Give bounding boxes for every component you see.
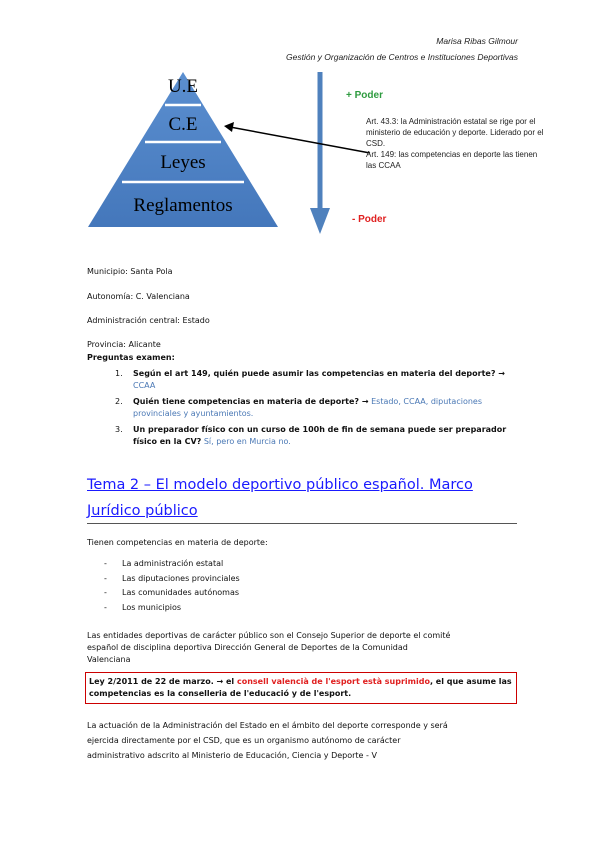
section-title	[87, 472, 517, 524]
actuacion-paragraph	[87, 718, 527, 763]
list-item-text: Los municipios	[122, 602, 182, 612]
question-text: Quién tiene competencias en materia de deporte? →	[133, 397, 369, 406]
note-line: CSD.	[366, 139, 386, 148]
questions-heading: Preguntas examen:	[87, 353, 175, 362]
title-divider	[87, 523, 517, 524]
question-answer: CCAA	[133, 381, 156, 390]
pointer-arrow	[222, 120, 372, 160]
entidades-paragraph	[87, 630, 527, 666]
list-marker: -	[104, 559, 107, 568]
header-author: Marisa Ribas Gilmour	[436, 36, 518, 46]
paragraph-line: español de disciplina deportiva Dirección General de Deportes de la Comunidad	[87, 643, 408, 652]
note-line: las CCAA	[366, 161, 401, 170]
less-power-label: - Poder	[352, 214, 387, 225]
ley-red-text: consell valencià de l'esport està suprimido	[236, 677, 430, 686]
articles-note	[366, 116, 576, 171]
competencias-list	[104, 557, 404, 615]
ley-text: , el que asume las	[429, 677, 512, 686]
info-autonomia: Autonomía: C. Valenciana	[87, 292, 190, 301]
pyramid-level-reglamentos: Reglamentos	[133, 195, 233, 216]
more-power-label: + Poder	[346, 90, 383, 101]
note-line: ministerio de educación y deporte. Liderado por el	[366, 128, 544, 137]
question-number: 3.	[115, 425, 123, 434]
pyramid-level-ue: U.E	[167, 76, 199, 97]
paragraph-line: Valenciana	[87, 655, 131, 664]
info-provincia: Provincia: Alicante	[87, 340, 161, 349]
question-number: 1.	[115, 369, 123, 378]
note-line: Art. 149: las competencias en deporte las tienen	[366, 150, 538, 159]
list-marker: -	[104, 602, 107, 612]
list-marker: -	[104, 588, 107, 597]
pyramid-level-leyes: Leyes	[160, 152, 206, 173]
paragraph-line: administrativo adscrito al Ministerio de Educación, Ciencia y Deporte - V	[87, 751, 377, 760]
pyramid-level-ce: C.E	[168, 114, 198, 135]
competencias-heading: Tienen competencias en materia de deporte:	[87, 538, 268, 547]
question-number: 2.	[115, 397, 123, 406]
question-text: Un preparador físico con un curso de 100h de fin de semana puede ser preparador físico en la CV?	[133, 425, 507, 446]
list-item	[104, 572, 404, 587]
ley-line: competencias es la conselleria de l'educació y de l'esport.	[89, 689, 352, 698]
info-admin: Administración central: Estado	[87, 316, 210, 325]
paragraph-line: ejercida directamente por el CSD, que es un organismo autónomo de carácter	[87, 736, 401, 745]
list-item-text: Las comunidades autónomas	[122, 588, 240, 597]
list-item	[104, 586, 404, 601]
question-answer: Sí, pero en Murcia no.	[203, 437, 291, 446]
question-item	[115, 396, 510, 420]
question-text: Según el art 149, quién puede asumir las competencias en materia del deporte? →	[133, 369, 505, 378]
list-marker: -	[104, 573, 107, 583]
info-municipio: Municipio: Santa Pola	[87, 267, 173, 276]
ley-line	[89, 676, 513, 688]
section-title-line: Tema 2 – El modelo deportivo público español. Marco	[87, 477, 473, 493]
question-item	[115, 424, 510, 448]
paragraph-line: Las entidades deportivas de carácter público son el Consejo Superior de deporte el comité	[87, 631, 451, 640]
question-item	[115, 368, 510, 392]
list-item-text: Las diputaciones provinciales	[122, 573, 240, 583]
note-line: Art. 43.3: la Administración estatal se rige por el	[366, 117, 536, 126]
section-title-line: Jurídico público	[87, 503, 198, 519]
questions-list	[115, 368, 510, 452]
ley-text: Ley 2/2011 de 22 de marzo. → el	[89, 677, 235, 686]
list-item-text: La administración estatal	[122, 559, 224, 568]
header-subtitle: Gestión y Organización de Centros e Instituciones Deportivas	[286, 52, 518, 62]
list-item	[104, 601, 404, 616]
list-item	[104, 557, 404, 572]
ley-highlight-box	[85, 672, 517, 704]
question-answer: Estado, CCAA, diputaciones provinciales y ayuntamientos.	[133, 397, 483, 418]
paragraph-line: La actuación de la Administración del Estado en el ámbito del deporte corresponde y será	[87, 721, 448, 730]
